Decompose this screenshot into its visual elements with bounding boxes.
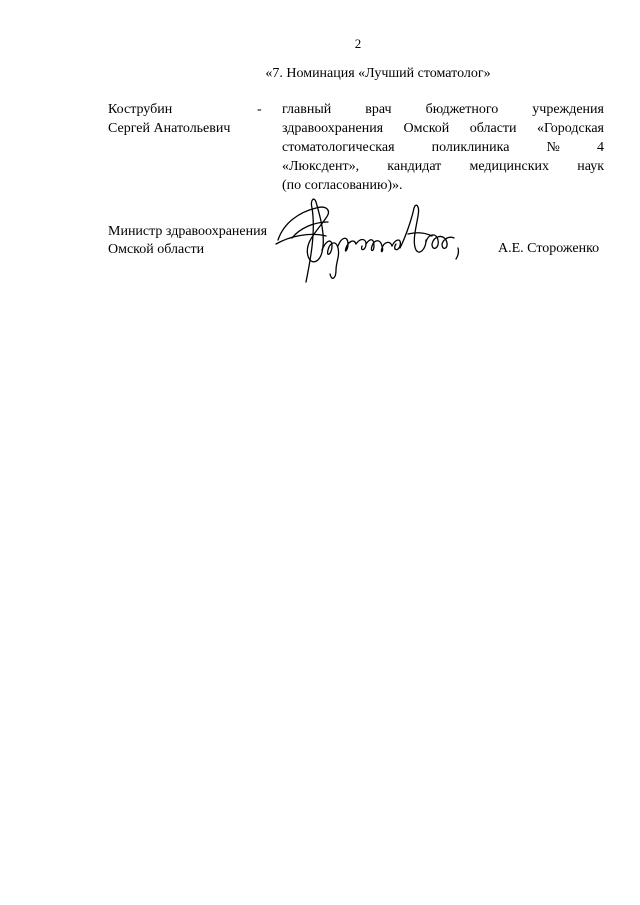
- description-word: кандидат: [387, 159, 442, 174]
- description-word: области: [469, 121, 517, 136]
- description-word: «Люксдент»,: [282, 159, 360, 174]
- signer-title: [108, 223, 267, 259]
- description-word: наук: [577, 159, 604, 174]
- description-line: [282, 100, 604, 119]
- member-name-patronymic: Сергей Анатольевич: [108, 121, 231, 136]
- description-line: [282, 157, 604, 176]
- description-word: стоматологическая: [282, 140, 395, 155]
- description-word: №: [546, 140, 560, 155]
- member-description: [282, 100, 604, 195]
- member-name: [108, 100, 268, 138]
- member-surname: Кострубин: [108, 102, 173, 117]
- description-word: врач: [365, 102, 392, 117]
- description-word: 4: [596, 140, 604, 155]
- description-word: Омской: [403, 121, 450, 136]
- signature-icon: [270, 192, 470, 292]
- description-word: (по согласованию)».: [282, 178, 403, 193]
- member-dash: -: [257, 102, 262, 117]
- description-word: учреждения: [532, 102, 604, 117]
- description-line: [282, 119, 604, 138]
- description-word: поликлиника: [431, 140, 510, 155]
- signer-title-line2: Омской области: [108, 242, 205, 257]
- signer-title-line1: Министр здравоохранения: [108, 224, 268, 239]
- description-word: бюджетного: [425, 102, 499, 117]
- page-number: 2: [354, 36, 362, 51]
- signer-name: А.Е. Стороженко: [498, 241, 600, 256]
- description-word: главный: [282, 102, 332, 117]
- description-line: [282, 138, 604, 157]
- description-word: «Городская: [536, 121, 604, 136]
- description-word: здравоохранения: [282, 121, 384, 136]
- description-word: медицинских: [469, 159, 549, 174]
- nomination-title: «7. Номинация «Лучший стоматолог»: [265, 66, 491, 81]
